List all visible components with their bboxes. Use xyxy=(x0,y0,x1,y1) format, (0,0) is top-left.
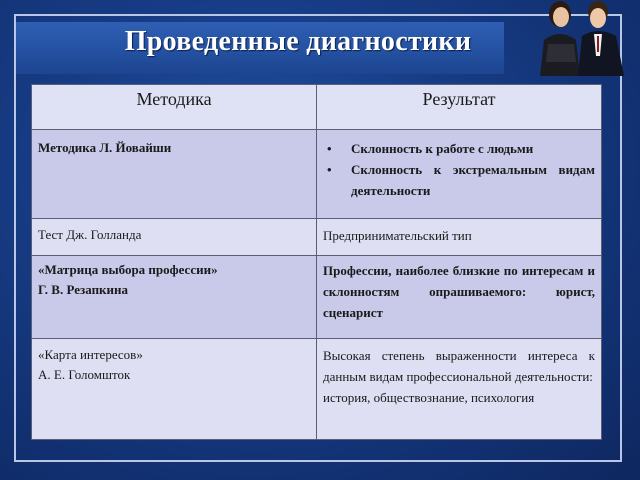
method-text: «Карта интересов» xyxy=(38,347,143,362)
table-row xyxy=(32,256,602,339)
result-text: Предпринимательский тип xyxy=(323,228,472,243)
result-bullet-list xyxy=(323,138,595,201)
header-method: Методика xyxy=(32,85,317,130)
table-row xyxy=(32,219,602,256)
method-cell xyxy=(32,339,317,440)
result-bullet: • Склонность к экстремальным видам деятельности xyxy=(323,159,595,201)
diagnostics-table xyxy=(31,84,602,440)
result-cell xyxy=(317,130,602,219)
method-author: А. Е. Голомшток xyxy=(38,367,131,382)
result-text: Высокая степень выраженности интереса к данным видам профессиональной деятельности: xyxy=(323,348,595,384)
result-cell xyxy=(317,339,602,440)
method-text: Тест Дж. Голланда xyxy=(38,227,142,242)
method-cell xyxy=(32,219,317,256)
method-text: «Матрица выбора профессии» xyxy=(38,262,218,277)
result-bullet: • Склонность к работе с людьми xyxy=(323,138,595,159)
header-result: Результат xyxy=(317,85,602,130)
table-row xyxy=(32,130,602,219)
result-cell xyxy=(317,219,602,256)
method-text: Методика Л. Йовайши xyxy=(38,140,172,155)
method-cell xyxy=(32,256,317,339)
method-author: Г. В. Резапкина xyxy=(38,282,129,297)
method-cell xyxy=(32,130,317,219)
result-text: история, обществознание, психология xyxy=(323,390,535,405)
people-illustration xyxy=(518,0,630,76)
slide-title: Проведенные диагностики xyxy=(124,26,472,57)
table-header-row xyxy=(32,85,602,130)
table-row xyxy=(32,339,602,440)
result-cell xyxy=(317,256,602,339)
result-text: Профессии, наиболее близкие по интересам и склонностям опрашиваемого: юрист, сценарист xyxy=(323,263,595,320)
